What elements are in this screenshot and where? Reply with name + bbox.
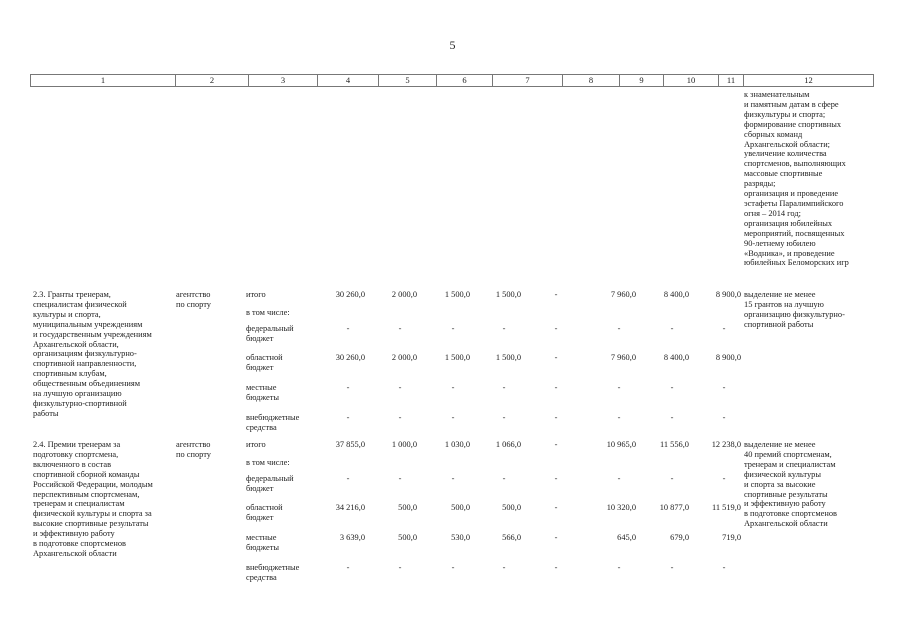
column-header-11: 11 [718, 75, 743, 86]
funding-value: - [554, 290, 558, 299]
funding-value: - [398, 563, 402, 572]
funding-value: 12 238,0 [711, 440, 741, 449]
funding-value: 1 030,0 [444, 440, 470, 449]
measure-name: 2.4. Премии тренерам за подготовку спортсмена, включенного в состав спортивной сборной команды Российской Федерации, молодым перспективным спортсменам, тренерам и специалистам физической культуры и спорта за высокие спортивные результаты и эффективную работу в подготовке спортсменов Архангельской области [33, 440, 153, 558]
funding-value: - [451, 383, 455, 392]
funding-value: - [722, 474, 726, 483]
funding-value: 37 855,0 [335, 440, 365, 449]
funding-value: - [722, 413, 726, 422]
funding-value: 8 900,0 [715, 353, 741, 362]
funding-value: 1 500,0 [495, 353, 521, 362]
continuation-result-text: к знаменательным и памятным датам в сфере физкультуры и спорта; формирование спортивных сборных команд Архангельской области; увеличение количества спортсменов, выполняющих массовые спортивные разряды; организация и проведение эстафеты Паралимпийского огня – 2014 год; организация юбилейных мероприятий, посвященных 90-летнему юбилею «Водника», и проведение юбилейных Беломорских игр [744, 90, 849, 268]
funding-value: - [670, 474, 674, 483]
column-header-4: 4 [317, 75, 378, 86]
column-header-8: 8 [562, 75, 619, 86]
funding-value: 500,0 [502, 503, 521, 512]
funding-value: - [670, 383, 674, 392]
funding-source-label: итого [246, 440, 266, 449]
column-header-10: 10 [663, 75, 718, 86]
funding-value: - [346, 474, 350, 483]
funding-value: - [346, 324, 350, 333]
funding-value: - [398, 413, 402, 422]
funding-value: - [398, 383, 402, 392]
funding-value: 1 066,0 [495, 440, 521, 449]
funding-value: - [554, 324, 558, 333]
funding-source-label: местные бюджеты [246, 383, 280, 402]
funding-source-label: областной бюджет [246, 353, 283, 372]
funding-value: - [451, 413, 455, 422]
funding-source-label: итого [246, 290, 266, 299]
funding-value: 500,0 [398, 533, 417, 542]
funding-value: - [502, 413, 506, 422]
funding-value: - [722, 324, 726, 333]
funding-value: - [554, 503, 558, 512]
column-header-9: 9 [619, 75, 663, 86]
funding-value: 3 639,0 [339, 533, 365, 542]
measure-name: 2.3. Гранты тренерам, специалистам физической культуры и спорта, муниципальным учреждениям и государственным учреждениям Архангельской области, организациям физкультурно- спортивной направленности, спортивным клубам, общественным объединениям на лучшую организацию физкультурно-спортивной работы [33, 290, 152, 418]
funding-value: - [346, 383, 350, 392]
funding-source-label: в том числе: [246, 308, 290, 317]
funding-source-label: федеральный бюджет [246, 324, 294, 343]
funding-value: - [451, 324, 455, 333]
funding-value: 30 260,0 [335, 353, 365, 362]
funding-value: - [617, 474, 621, 483]
funding-value: - [502, 383, 506, 392]
funding-value: - [722, 383, 726, 392]
funding-value: - [617, 324, 621, 333]
funding-value: 11 556,0 [659, 440, 689, 449]
funding-value: - [670, 563, 674, 572]
funding-value: 8 400,0 [663, 290, 689, 299]
funding-value: - [451, 474, 455, 483]
funding-value: - [398, 474, 402, 483]
funding-source-label: внебюджетные средства [246, 563, 300, 582]
funding-value: 34 216,0 [335, 503, 365, 512]
funding-value: - [502, 324, 506, 333]
column-header-5: 5 [378, 75, 436, 86]
table-header-row [30, 74, 874, 87]
funding-value: - [617, 563, 621, 572]
funding-value: - [398, 324, 402, 333]
funding-value: - [451, 563, 455, 572]
funding-value: 1 500,0 [444, 353, 470, 362]
funding-source-label: федеральный бюджет [246, 474, 294, 493]
funding-value: 719,0 [722, 533, 741, 542]
funding-value: 8 400,0 [663, 353, 689, 362]
funding-value: - [554, 533, 558, 542]
funding-value: - [554, 440, 558, 449]
funding-value: - [502, 474, 506, 483]
funding-value: 7 960,0 [610, 290, 636, 299]
column-header-7: 7 [492, 75, 562, 86]
column-header-6: 6 [436, 75, 492, 86]
funding-value: 1 000,0 [391, 440, 417, 449]
funding-value: 500,0 [451, 503, 470, 512]
funding-value: 1 500,0 [495, 290, 521, 299]
expected-result: выделение не менее 40 премий спортсменам, тренерам и специалистам физической культуры и спорта за высокие спортивные результаты и эффективную работу в подготовке спортсменов Архангельской области [744, 440, 837, 529]
funding-value: 645,0 [617, 533, 636, 542]
column-header-12: 12 [743, 75, 874, 86]
funding-value: 11 519,0 [711, 503, 741, 512]
funding-value: - [554, 474, 558, 483]
funding-value: 10 877,0 [659, 503, 689, 512]
funding-value: - [502, 563, 506, 572]
funding-value: 10 965,0 [606, 440, 636, 449]
funding-value: - [670, 413, 674, 422]
funding-value: - [617, 413, 621, 422]
column-header-1: 1 [30, 75, 175, 86]
expected-result: выделение не менее 15 грантов на лучшую организацию физкультурно- спортивной работы [744, 290, 845, 329]
funding-source-label: областной бюджет [246, 503, 283, 522]
funding-value: - [554, 563, 558, 572]
executor: агентство по спорту [176, 440, 211, 459]
funding-value: 530,0 [451, 533, 470, 542]
funding-value: 2 000,0 [391, 353, 417, 362]
funding-value: 8 900,0 [715, 290, 741, 299]
funding-value: - [670, 324, 674, 333]
funding-source-label: внебюджетные средства [246, 413, 300, 432]
funding-value: 30 260,0 [335, 290, 365, 299]
funding-value: 1 500,0 [444, 290, 470, 299]
executor: агентство по спорту [176, 290, 211, 309]
column-header-2: 2 [175, 75, 248, 86]
funding-value: - [346, 413, 350, 422]
funding-value: 566,0 [502, 533, 521, 542]
funding-source-label: местные бюджеты [246, 533, 280, 552]
column-header-3: 3 [248, 75, 317, 86]
funding-value: 500,0 [398, 503, 417, 512]
funding-value: - [722, 563, 726, 572]
funding-value: - [346, 563, 350, 572]
funding-value: 2 000,0 [391, 290, 417, 299]
funding-value: - [554, 413, 558, 422]
funding-value: 10 320,0 [606, 503, 636, 512]
funding-value: 679,0 [670, 533, 689, 542]
funding-value: - [554, 353, 558, 362]
funding-value: - [617, 383, 621, 392]
funding-source-label: в том числе: [246, 458, 290, 467]
funding-value: - [554, 383, 558, 392]
funding-value: 7 960,0 [610, 353, 636, 362]
page-number: 5 [449, 38, 456, 52]
